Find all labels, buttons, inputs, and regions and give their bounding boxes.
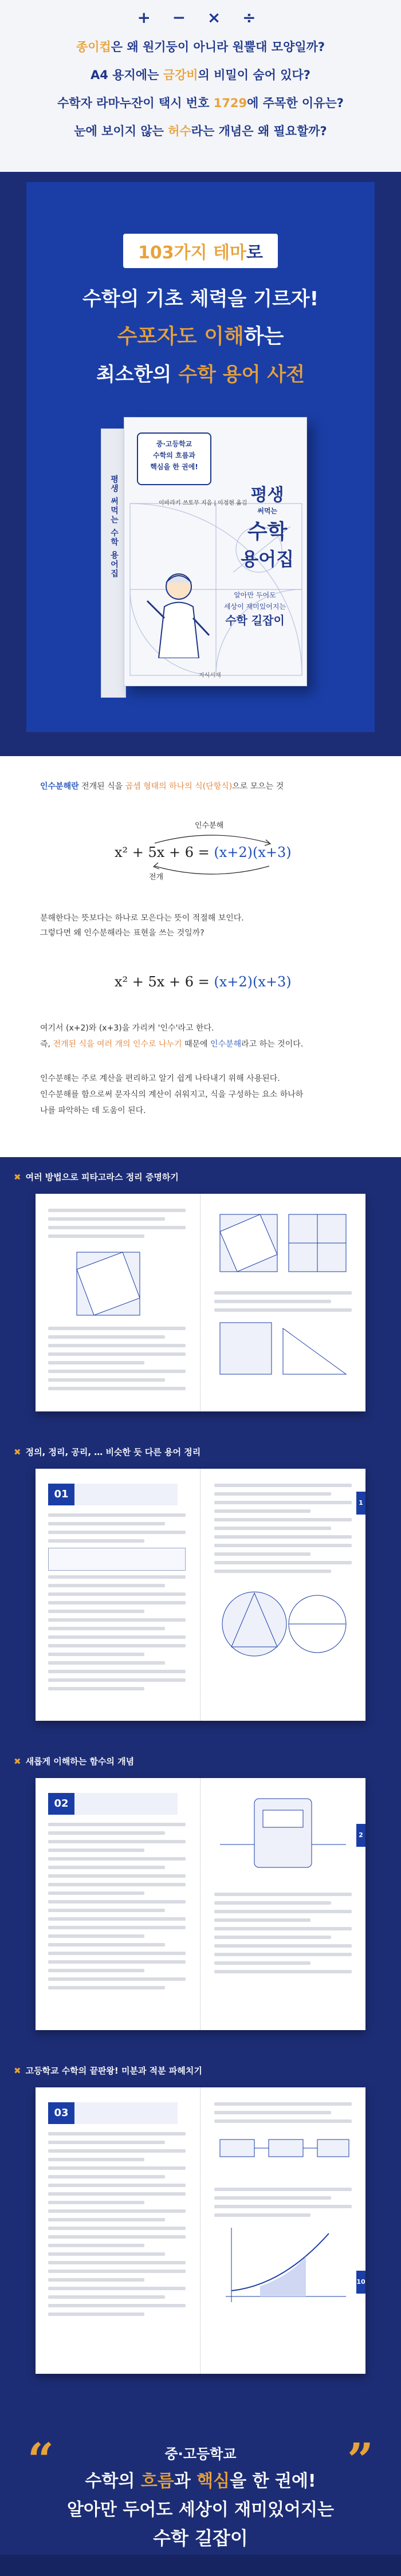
paragraph-6: 인수분해를 함으로써 문자식의 계산이 쉬워지고, 식을 구성하는 요소 하나하: [40, 1090, 304, 1099]
hero-panel: [26, 182, 375, 732]
factorization-explanation: [0, 756, 401, 1157]
hero-headline: [26, 234, 375, 387]
question-list: [0, 33, 401, 145]
integral-graph-icon: [214, 2222, 352, 2308]
square-proof-icon: [214, 1209, 352, 1289]
spread-title: ✖ 정의, 정리, 공리, … 비슷한 듯 다른 용어 정리: [14, 1447, 201, 1457]
close-quote-icon: ”: [347, 2433, 374, 2487]
spread-title: ✖ 고등학교 수학의 끝판왕! 미분과 적분 파헤치기: [14, 2066, 202, 2076]
quote-line-4: 수학 길잡이: [153, 2527, 248, 2549]
chapter-tab: 10: [356, 2271, 365, 2294]
equation: x² + 5x + 6 = (x+2)(x+3): [115, 844, 292, 860]
book-front: [124, 417, 307, 686]
math-operators: + − × ÷: [137, 8, 264, 27]
left-page: 02: [48, 1793, 186, 1995]
paragraph-1: 분해한다는 뜻보다는 하나로 모은다는 뜻이 적절해 보인다.: [40, 914, 244, 923]
spread-title: ✖ 새롭게 이해하는 함수의 개념: [14, 1756, 135, 1767]
pythagoras-diagram-icon: [60, 1246, 174, 1321]
spread-pythagoras: [0, 1157, 401, 1432]
paragraph-5: 인수분해는 주로 계산을 편리하고 알기 쉽게 나타내기 위해 사용된다.: [40, 1074, 280, 1083]
question-2: A4 용지에는 금강비의 비밀이 숨어 있다?: [91, 68, 310, 82]
book-spread: [36, 1194, 365, 1411]
paragraph-7: 나를 파악하는 데 도움이 된다.: [40, 1106, 146, 1115]
book-spread: [36, 2087, 365, 2374]
right-page: [214, 1484, 352, 1666]
left-page: 01: [48, 1484, 186, 1696]
triangle-proof-icon: [214, 1317, 352, 1380]
question-3: 수학자 라마누잔이 택시 번호 1729에 주목한 이유는?: [57, 96, 344, 110]
right-page: [214, 1209, 352, 1382]
chapter-tab: 2: [356, 1824, 365, 1847]
book-author: 이바라키 쓰토무 지음 | 이정현 옮김: [159, 500, 247, 506]
mathematician-figure-icon: [136, 567, 222, 658]
book-publisher: 지식서재: [199, 672, 221, 679]
hero-line-4: 최소한의 수학 용어 사전: [96, 363, 305, 386]
flowchart-icon: [214, 2128, 352, 2185]
circle-theorem-icon: [214, 1578, 352, 1664]
left-page: 03: [48, 2102, 186, 2321]
question-4: 눈에 보이지 않는 허수라는 개념은 왜 필요할까?: [74, 124, 327, 138]
paragraph-3: 여기서 (x+2)와 (x+3)을 가리켜 '인수'라고 한다.: [40, 1024, 214, 1033]
right-page: [214, 2102, 352, 2310]
book-cover: [101, 406, 307, 709]
book-spine: 평생 써먹는 수학 용어집: [101, 428, 126, 698]
hero-section: [0, 172, 401, 756]
book-badge: 중·고등학교 수학의 흐름과 핵심을 한 권에!: [137, 432, 211, 485]
book-title: 평생 써먹는 수학 용어집: [241, 485, 294, 570]
right-page: [214, 1793, 352, 1979]
closing-quote: [0, 2417, 401, 2576]
hero-line-3: 수포자도 이해하는: [117, 325, 284, 348]
chapter-tab: 1: [356, 1492, 365, 1515]
open-quote-icon: “: [27, 2433, 54, 2487]
question-1: 종이컵은 왜 원기둥이 아니라 원뿔대 모양일까?: [76, 40, 325, 54]
spread-definitions: [0, 1432, 401, 1741]
equation-2: x² + 5x + 6 = (x+2)(x+3): [115, 974, 292, 990]
footer-bar: [0, 2555, 401, 2576]
hero-line-2: 수학의 기초 체력을 기르자!: [82, 288, 319, 310]
book-spread: [36, 1778, 365, 2030]
paragraph-4: 즉, 전개된 식을 여러 개의 인수로 나누기 때문에 인수분해라고 하는 것이다.: [40, 1040, 304, 1049]
quote-line-1: 중·고등학교: [164, 2446, 237, 2462]
theme-pill: 103가지 테마로: [123, 234, 278, 268]
book-subtitle: 알아만 두어도 세상이 재미있어지는 수학 길잡이: [223, 591, 286, 627]
spread-functions: [0, 1741, 401, 2051]
spread-calculus: [0, 2051, 401, 2417]
paragraph-2: 그렇다면 왜 인수분해라는 표현을 쓰는 것일까?: [40, 929, 205, 938]
function-machine-icon: [214, 1793, 352, 1890]
quote-line-3: 알아만 두어도 세상이 재미있어지는: [66, 2500, 335, 2520]
factorization-diagram: 인수분해 x² + 5x + 6 = (x+2)(x+3) 전개: [115, 821, 292, 882]
definition-line: 인수분해란 전개된 식을 곱셈 형태의 하나의 식(단항식)으로 모으는 것: [40, 782, 284, 791]
book-spread: [36, 1469, 365, 1721]
spread-title: ✖ 여러 방법으로 피타고라스 정리 증명하기: [14, 1172, 179, 1182]
quote-line-2: 수학의 흐름과 핵심을 한 권에!: [85, 2471, 316, 2491]
intro-questions: [0, 0, 401, 172]
left-page: [48, 1209, 186, 1395]
